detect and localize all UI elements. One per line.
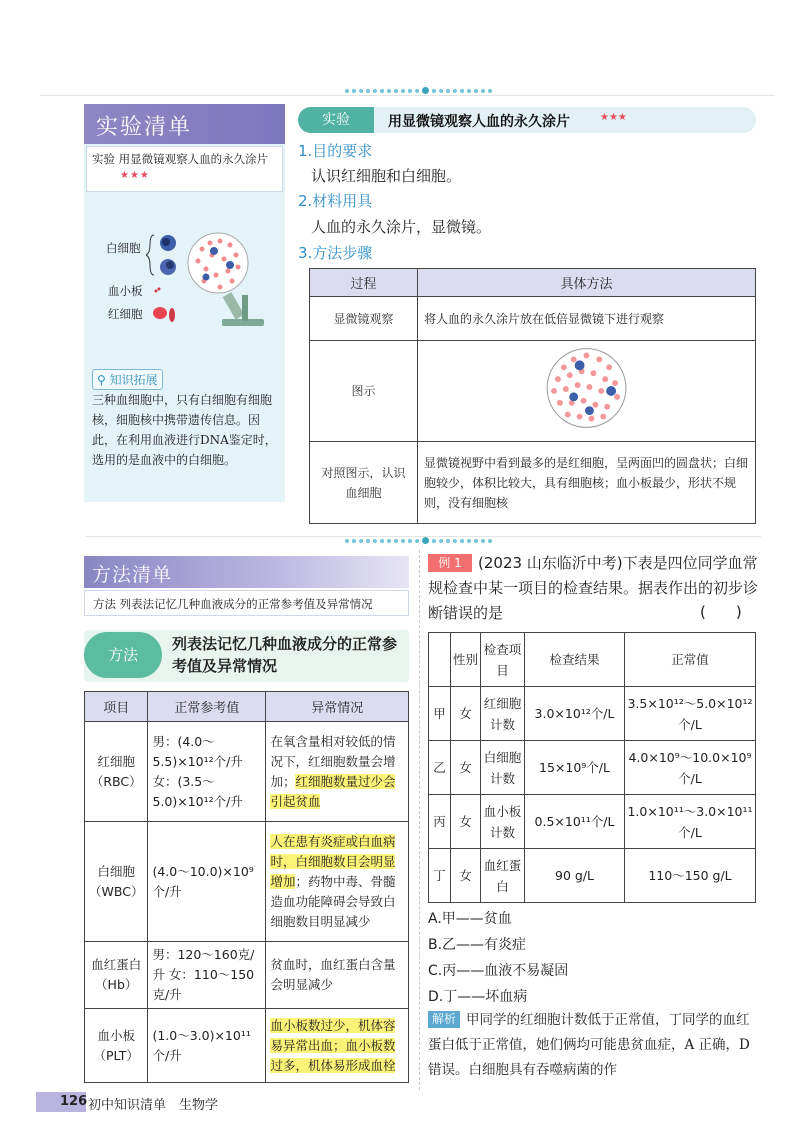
table-cell: 90 g/L — [525, 849, 625, 903]
section-heading: 3.方法步骤 — [298, 244, 373, 262]
section-text: 人血的永久涂片，显微镜。 — [311, 218, 492, 236]
section-text: 认识红细胞和白细胞。 — [311, 167, 462, 185]
table-cell: 白细胞计数 — [481, 741, 525, 795]
table-header: 项目 — [85, 692, 148, 722]
method-tag: 方法 — [84, 632, 162, 678]
table-header-row — [310, 269, 756, 297]
table-cell: (1.0～3.0)×10¹¹个/升 — [148, 1009, 266, 1083]
book-title: 初中知识清单 生物学 — [88, 1098, 219, 1113]
table-row — [310, 341, 756, 442]
table-header: 正常值 — [625, 633, 756, 687]
table-header: 检查结果 — [525, 633, 625, 687]
table-header-row — [85, 692, 409, 722]
table-cell: 男：120～160克/升 女：110～150克/升 — [148, 942, 266, 1009]
table-cell: 男：(4.0～5.5)×10¹²个/升 女：(3.5～5.0)×10¹²个/升 — [148, 722, 266, 822]
experiment-title: 用显微镜观察人血的永久涂片 — [388, 114, 570, 130]
label-rbc: 红细胞 — [108, 307, 143, 321]
method-title: 列表法记忆几种血液成分的正常参考值及异常情况 — [172, 635, 398, 675]
table-row — [429, 849, 756, 903]
table-cell: 白细胞（WBC） — [85, 822, 148, 942]
table-cell: 女 — [451, 795, 481, 849]
option-c: C.丙——血液不易凝固 — [428, 963, 569, 979]
table-row — [85, 942, 409, 1009]
analysis-text: 甲同学的红细胞计数低于正常值，丁同学的血红蛋白低于正常值，她们俩均可能患贫血症，A 正确，D 错误。白细胞具有吞噬病菌的作 — [428, 1012, 750, 1078]
difficulty-stars: ★★★ — [120, 170, 150, 181]
table-cell: 15×10⁹个/L — [525, 741, 625, 795]
table-row — [429, 795, 756, 849]
example-stem: (2023 山东临沂中考)下表是四位同学血常规检查中某一项目的检查结果。据表作出的初步诊断错误的是 — [428, 554, 759, 622]
experiment-list-card-text: 实验 用显微镜观察人血的永久涂片 — [92, 152, 269, 166]
table-row — [85, 822, 409, 942]
answer-blank: ( ) — [700, 603, 742, 621]
table-cell: 血红蛋白 — [481, 849, 525, 903]
table-row — [429, 741, 756, 795]
highlight-text: 人在患有炎症或白血病时，白细胞数目会明显增加 — [270, 833, 396, 889]
knowledge-extension-title: ⚲ 知识拓展 — [92, 369, 163, 390]
table-cell: 显微镜观察 — [310, 297, 418, 341]
table-cell: 0.5×10¹¹个/L — [525, 795, 625, 849]
table-cell: 女 — [451, 741, 481, 795]
experiment-list-title: 实验清单 — [96, 115, 193, 140]
table-cell: 4.0×10⁹～10.0×10⁹个/L — [625, 741, 756, 795]
blood-cell-illustration — [146, 225, 276, 335]
table-header — [429, 633, 451, 687]
table-cell — [418, 341, 756, 442]
table-cell: 3.0×10¹²个/L — [525, 687, 625, 741]
table-cell: 贫血时，血红蛋白含量会明显减少 — [266, 942, 409, 1009]
table-cell: 1.0×10¹¹～3.0×10¹¹个/L — [625, 795, 756, 849]
page-number: 126 — [60, 1094, 88, 1109]
label-platelet: 血小板 — [108, 284, 143, 298]
highlight-text: 红细胞数量过少会引起贫血 — [270, 773, 396, 809]
table-cell: 血小板（PLT） — [85, 1009, 148, 1083]
table-row — [429, 687, 756, 741]
table-cell: 丁 — [429, 849, 451, 903]
table-header: 检查项目 — [481, 633, 525, 687]
table-cell: 乙 — [429, 741, 451, 795]
table-cell: 红细胞计数 — [481, 687, 525, 741]
table-cell: 血小板计数 — [481, 795, 525, 849]
table-row — [85, 722, 409, 822]
top-dots — [345, 80, 495, 86]
method-list-title: 方法清单 — [92, 564, 173, 586]
table-cell: 在氧含量相对较低的情况下，红细胞数量会增加；红细胞数量过少会引起贫血 — [266, 722, 409, 822]
option-d: D.丁——坏血病 — [428, 989, 528, 1005]
table-header-row — [429, 633, 756, 687]
table-cell: 甲 — [429, 687, 451, 741]
table-cell: 血红蛋白（Hb） — [85, 942, 148, 1009]
knowledge-extension-text: 三种血细胞中，只有白细胞有细胞核，细胞核中携带遗传信息。因此，在利用血液进行DNA鉴定时，选用的是血液中的白细胞。 — [92, 393, 277, 467]
table-cell: 显微镜视野中看到最多的是红细胞，呈两面凹的圆盘状；白细胞较少，体积比较大，具有细胞核；血小板最少，形状不规则，没有细胞核 — [418, 442, 756, 524]
table-header: 异常情况 — [266, 692, 409, 722]
method-list-subtitle: 方法 列表法记忆几种血液成分的正常参考值及异常情况 — [84, 590, 409, 616]
highlight-text: 血小板数过少，机体容易异常出血；血小板数过多，机体易形成血栓 — [270, 1017, 396, 1073]
procedure-table — [309, 268, 756, 524]
table-cell: (4.0～10.0)×10⁹个/升 — [148, 822, 266, 942]
middle-dots — [345, 530, 495, 536]
table-row — [310, 442, 756, 524]
table-cell: 女 — [451, 849, 481, 903]
analysis-tag: 解析 — [428, 1011, 460, 1028]
option-a: A.甲——贫血 — [428, 911, 512, 927]
column-separator — [419, 550, 420, 1090]
table-cell: 图示 — [310, 341, 418, 442]
table-header: 过程 — [310, 269, 418, 297]
table-cell: 3.5×10¹²～5.0×10¹²个/L — [625, 687, 756, 741]
table-row — [310, 297, 756, 341]
table-cell: 红细胞（RBC） — [85, 722, 148, 822]
table-cell: 丙 — [429, 795, 451, 849]
exam-result-table — [428, 632, 756, 903]
section-heading: 2.材料用具 — [298, 192, 373, 210]
table-cell: 110～150 g/L — [625, 849, 756, 903]
example-tag: 例 1 — [428, 554, 472, 572]
table-header: 正常参考值 — [148, 692, 266, 722]
blood-reference-table — [84, 691, 409, 1083]
option-b: B.乙——有炎症 — [428, 937, 527, 953]
table-row — [85, 1009, 409, 1083]
table-cell — [266, 1009, 409, 1083]
microscope-view-figure — [424, 345, 749, 431]
table-cell: 人在患有炎症或白血病时，白细胞数目会明显增加；药物中毒、骨髓造血功能障碍会导致白细胞数目明显减少 — [266, 822, 409, 942]
table-cell: 对照图示，认识血细胞 — [310, 442, 418, 524]
table-header: 具体方法 — [418, 269, 756, 297]
table-cell: 女 — [451, 687, 481, 741]
search-icon: ⚲ — [97, 373, 106, 387]
label-wbc: 白细胞 — [106, 241, 141, 255]
table-cell: 将人血的永久涂片放在低倍显微镜下进行观察 — [418, 297, 756, 341]
experiment-tag: 实验 — [298, 107, 374, 133]
top-rule — [40, 95, 775, 96]
table-header: 性别 — [451, 633, 481, 687]
section-heading: 1.目的要求 — [298, 142, 373, 160]
difficulty-stars: ★★★ — [600, 112, 627, 123]
